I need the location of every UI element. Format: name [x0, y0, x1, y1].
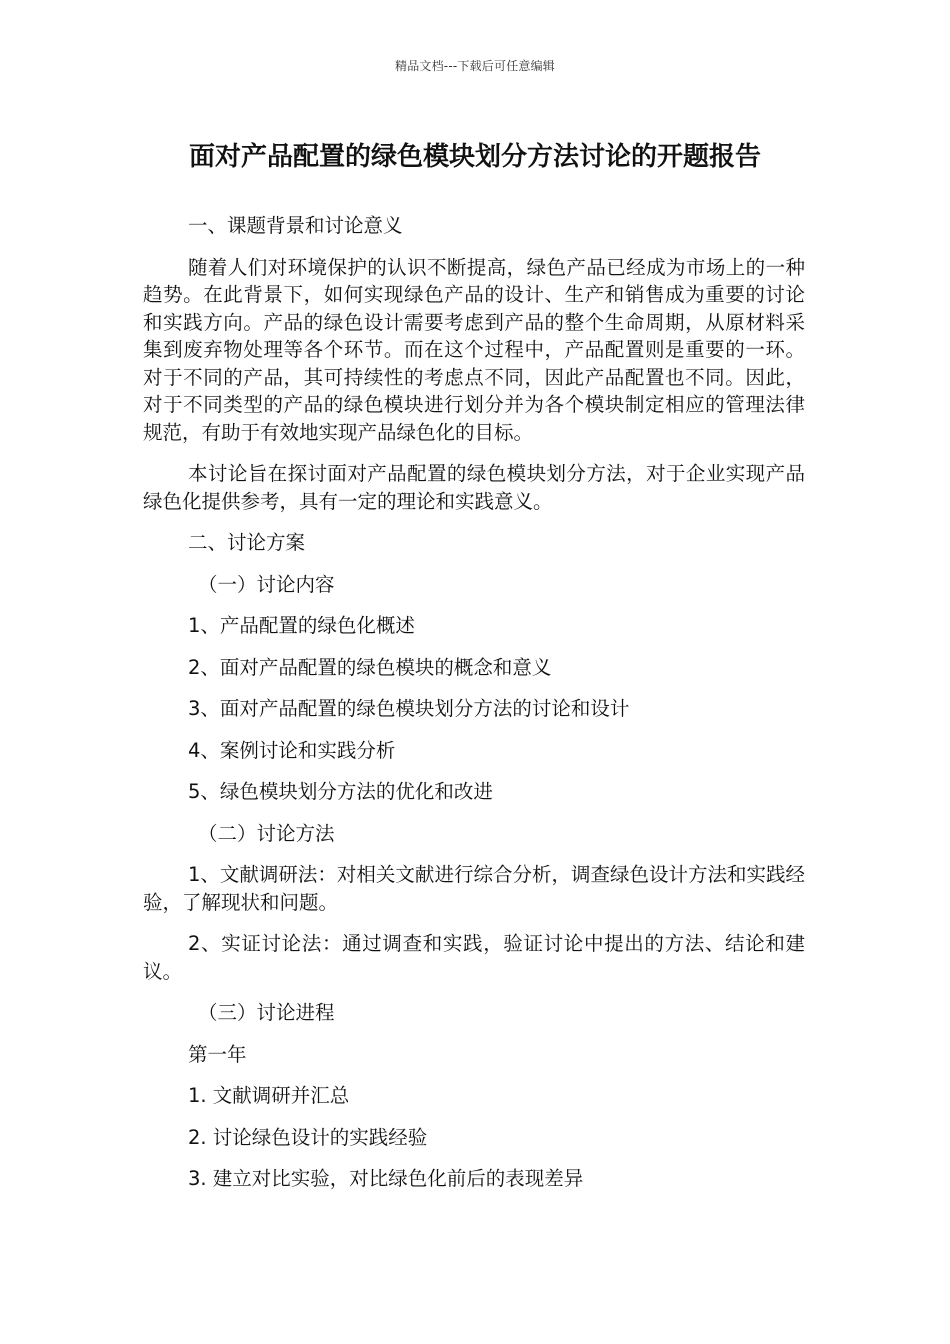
list-item: 3. 建立对比实验，对比绿色化前后的表现差异 — [188, 1167, 584, 1190]
paragraph-background: 随着人们对环境保护的认识不断提高，绿色产品已经成为市场上的一种趋势。在此背景下，如何实现绿色产品的设计、生产和销售成为重要的讨论和实践方向。产品的绿色设计需要考虑到产品的整个生命周期，从原材料采集到废弃物处理等各个环节。而在这个过程中，产品配置则是重要的一环。对于不同的产品，其可持续性的考虑点不同，因此产品配置也不同。因此，对于不同类型的产品的绿色模块进行划分并为各个模块制定相应的管理法律规范，有助于有效地实现产品绿色化的目标。 — [143, 255, 805, 444]
list-item: 1、文献调研法：对相关文献进行综合分析，调查绿色设计方法和实践经验，了解现状和问题。 — [143, 863, 805, 914]
subsection-heading-method: （二）讨论方法 — [198, 821, 335, 845]
list-item: 2. 讨论绿色设计的实践经验 — [188, 1125, 428, 1149]
document-body — [143, 212, 805, 1193]
subsection-heading-schedule: （三）讨论进程 — [198, 1001, 335, 1024]
schedule-year-label: 第一年 — [188, 1042, 247, 1066]
list-item: 1. 文献调研并汇总 — [188, 1084, 350, 1107]
document-title: 面对产品配置的绿色模块划分方法讨论的开题报告 — [188, 142, 761, 172]
paragraph-purpose: 本讨论旨在探讨面对产品配置的绿色模块划分方法，对于企业实现产品绿色化提供参考，具有一定的理论和实践意义。 — [143, 462, 805, 513]
list-item: 5、绿色模块划分方法的优化和改进 — [188, 780, 493, 803]
list-item: 3、面对产品配置的绿色模块划分方法的讨论和设计 — [188, 697, 630, 720]
list-item: 2、实证讨论法：通过调查和实践，验证讨论中提出的方法、结论和建议。 — [143, 932, 805, 983]
section-heading-plan: 二、讨论方案 — [188, 531, 306, 554]
list-item: 2、面对产品配置的绿色模块的概念和意义 — [188, 655, 552, 679]
section-heading-background: 一、课题背景和讨论意义 — [188, 214, 403, 237]
subsection-heading-content: （一）讨论内容 — [198, 572, 335, 596]
list-item: 1、产品配置的绿色化概述 — [188, 614, 415, 637]
list-item: 4、案例讨论和实践分析 — [188, 738, 396, 762]
header-note: 精品文档---下载后可任意编辑 — [395, 59, 555, 73]
